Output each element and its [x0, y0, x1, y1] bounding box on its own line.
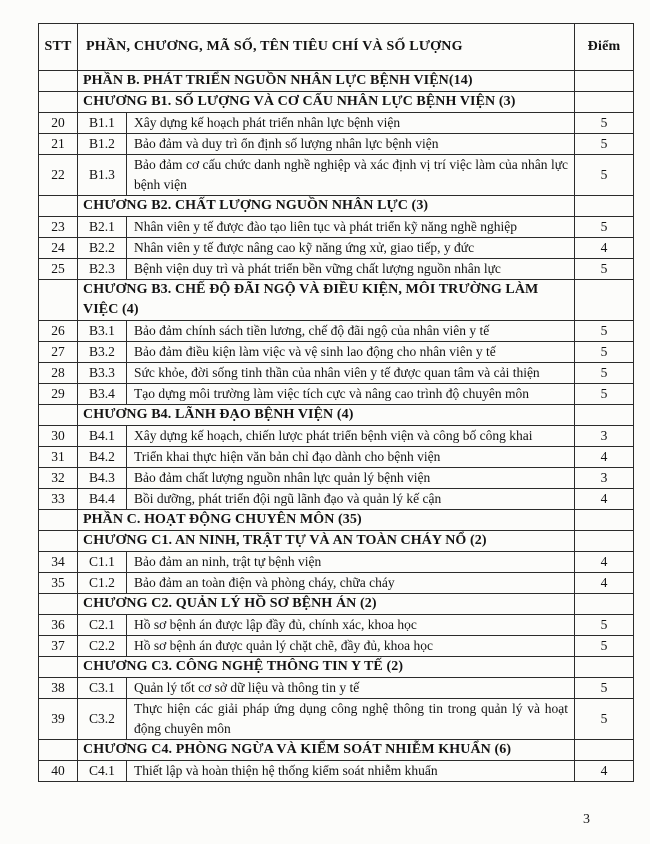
section-label-cell: PHẦN B. PHÁT TRIỂN NGUỒN NHÂN LỰC BỆNH VIỆN(14)	[78, 71, 575, 92]
section-row	[39, 92, 634, 113]
score-cell	[575, 740, 634, 761]
page-number: 3	[583, 812, 590, 827]
stt-cell: 31	[39, 447, 78, 468]
score-cell	[575, 92, 634, 113]
criteria-name-cell: Quản lý tốt cơ sở dữ liệu và thông tin y tế	[127, 678, 575, 699]
stt-cell	[39, 196, 78, 217]
section-row	[39, 71, 634, 92]
criteria-row	[39, 259, 634, 280]
criteria-row	[39, 447, 634, 468]
code-cell: B3.2	[78, 342, 127, 363]
score-cell: 5	[575, 363, 634, 384]
code-cell: B4.1	[78, 426, 127, 447]
stt-cell: 22	[39, 155, 78, 196]
stt-cell: 30	[39, 426, 78, 447]
stt-cell: 27	[39, 342, 78, 363]
stt-cell: 29	[39, 384, 78, 405]
score-cell: 4	[575, 447, 634, 468]
criteria-row	[39, 426, 634, 447]
score-cell: 4	[575, 573, 634, 594]
stt-cell	[39, 740, 78, 761]
criteria-table	[38, 23, 634, 782]
code-cell: B3.3	[78, 363, 127, 384]
code-cell: C4.1	[78, 761, 127, 782]
stt-cell: 23	[39, 217, 78, 238]
section-label-cell: CHƯƠNG C4. PHÒNG NGỪA VÀ KIỂM SOÁT NHIỄM KHUẨN (6)	[78, 740, 575, 761]
section-label-cell: CHƯƠNG B2. CHẤT LƯỢNG NGUỒN NHÂN LỰC (3)	[78, 196, 575, 217]
stt-cell: 28	[39, 363, 78, 384]
criteria-row	[39, 489, 634, 510]
stt-cell: 35	[39, 573, 78, 594]
criteria-row	[39, 217, 634, 238]
criteria-name-cell: Triển khai thực hiện văn bản chỉ đạo dành cho bệnh viện	[127, 447, 575, 468]
score-cell	[575, 280, 634, 321]
stt-cell	[39, 594, 78, 615]
criteria-row	[39, 238, 634, 259]
code-cell: B2.3	[78, 259, 127, 280]
code-cell: C2.2	[78, 636, 127, 657]
criteria-row	[39, 113, 634, 134]
code-cell: B3.4	[78, 384, 127, 405]
stt-cell: 25	[39, 259, 78, 280]
section-label-cell: CHƯƠNG C1. AN NINH, TRẬT TỰ VÀ AN TOÀN CHÁY NỔ (2)	[78, 531, 575, 552]
code-cell: B1.1	[78, 113, 127, 134]
section-row	[39, 510, 634, 531]
score-cell: 5	[575, 699, 634, 740]
section-row	[39, 594, 634, 615]
header-score: Điểm	[575, 24, 634, 71]
criteria-row	[39, 155, 634, 196]
criteria-name-cell: Xây dựng kế hoạch phát triển nhân lực bệnh viện	[127, 113, 575, 134]
score-cell: 4	[575, 552, 634, 573]
stt-cell	[39, 531, 78, 552]
section-row	[39, 405, 634, 426]
section-row	[39, 196, 634, 217]
criteria-name-cell: Bảo đảm an toàn điện và phòng cháy, chữa cháy	[127, 573, 575, 594]
stt-cell	[39, 280, 78, 321]
section-row	[39, 280, 634, 321]
criteria-row	[39, 761, 634, 782]
score-cell: 5	[575, 155, 634, 196]
criteria-name-cell: Sức khỏe, đời sống tinh thần của nhân viên y tế được quan tâm và cải thiện	[127, 363, 575, 384]
criteria-name-cell: Bồi dưỡng, phát triển đội ngũ lãnh đạo và quản lý kế cận	[127, 489, 575, 510]
criteria-row	[39, 699, 634, 740]
section-label-cell: CHƯƠNG C3. CÔNG NGHỆ THÔNG TIN Y TẾ (2)	[78, 657, 575, 678]
section-label-cell: CHƯƠNG B1. SỐ LƯỢNG VÀ CƠ CẤU NHÂN LỰC BỆNH VIỆN (3)	[78, 92, 575, 113]
stt-cell: 40	[39, 761, 78, 782]
score-cell: 4	[575, 489, 634, 510]
criteria-name-cell: Bảo đảm và duy trì ổn định số lượng nhân lực bệnh viện	[127, 134, 575, 155]
stt-cell	[39, 71, 78, 92]
stt-cell: 39	[39, 699, 78, 740]
code-cell: B1.3	[78, 155, 127, 196]
score-cell	[575, 405, 634, 426]
score-cell: 4	[575, 761, 634, 782]
header-stt: STT	[39, 24, 78, 71]
criteria-name-cell: Bảo đảm chính sách tiền lương, chế độ đãi ngộ của nhân viên y tế	[127, 321, 575, 342]
criteria-name-cell: Bảo đảm an ninh, trật tự bệnh viện	[127, 552, 575, 573]
code-cell: C2.1	[78, 615, 127, 636]
score-cell	[575, 510, 634, 531]
score-cell	[575, 531, 634, 552]
stt-cell: 32	[39, 468, 78, 489]
score-cell: 5	[575, 636, 634, 657]
code-cell: B1.2	[78, 134, 127, 155]
criteria-name-cell: Thực hiện các giải pháp ứng dụng công nghệ thông tin trong quản lý và hoạt động chuyên môn	[127, 699, 575, 740]
criteria-row	[39, 552, 634, 573]
stt-cell: 37	[39, 636, 78, 657]
section-label-cell: PHẦN C. HOẠT ĐỘNG CHUYÊN MÔN (35)	[78, 510, 575, 531]
criteria-name-cell: Hồ sơ bệnh án được lập đầy đủ, chính xác, khoa học	[127, 615, 575, 636]
score-cell: 5	[575, 678, 634, 699]
criteria-name-cell: Bảo đảm cơ cấu chức danh nghề nghiệp và xác định vị trí việc làm của nhân lực bệnh viện	[127, 155, 575, 196]
stt-cell: 26	[39, 321, 78, 342]
code-cell: C3.2	[78, 699, 127, 740]
stt-cell	[39, 92, 78, 113]
criteria-row	[39, 363, 634, 384]
score-cell: 3	[575, 468, 634, 489]
stt-cell: 24	[39, 238, 78, 259]
section-label-cell: CHƯƠNG B4. LÃNH ĐẠO BỆNH VIỆN (4)	[78, 405, 575, 426]
code-cell: C1.1	[78, 552, 127, 573]
criteria-row	[39, 678, 634, 699]
score-cell	[575, 196, 634, 217]
table-body	[39, 71, 634, 782]
code-cell: B2.1	[78, 217, 127, 238]
stt-cell	[39, 510, 78, 531]
section-row	[39, 657, 634, 678]
section-row	[39, 531, 634, 552]
stt-cell	[39, 657, 78, 678]
score-cell: 4	[575, 238, 634, 259]
stt-cell: 21	[39, 134, 78, 155]
stt-cell	[39, 405, 78, 426]
criteria-name-cell: Thiết lập và hoàn thiện hệ thống kiểm soát nhiễm khuẩn	[127, 761, 575, 782]
criteria-row	[39, 384, 634, 405]
section-label-cell: CHƯƠNG C2. QUẢN LÝ HỒ SƠ BỆNH ÁN (2)	[78, 594, 575, 615]
criteria-name-cell: Tạo dựng môi trường làm việc tích cực và nâng cao trình độ chuyên môn	[127, 384, 575, 405]
criteria-row	[39, 342, 634, 363]
criteria-name-cell: Hồ sơ bệnh án được quản lý chặt chẽ, đầy đủ, khoa học	[127, 636, 575, 657]
criteria-name-cell: Bảo đảm chất lượng nguồn nhân lực quản lý bệnh viện	[127, 468, 575, 489]
criteria-row	[39, 636, 634, 657]
code-cell: B2.2	[78, 238, 127, 259]
score-cell: 3	[575, 426, 634, 447]
score-cell	[575, 594, 634, 615]
criteria-row	[39, 321, 634, 342]
criteria-row	[39, 468, 634, 489]
score-cell: 5	[575, 384, 634, 405]
score-cell: 5	[575, 342, 634, 363]
criteria-name-cell: Bệnh viện duy trì và phát triển bền vững chất lượng nguồn nhân lực	[127, 259, 575, 280]
header-criteria: PHẦN, CHƯƠNG, MÃ SỐ, TÊN TIÊU CHÍ VÀ SỐ LƯỢNG	[78, 24, 575, 71]
score-cell	[575, 657, 634, 678]
score-cell: 5	[575, 217, 634, 238]
code-cell: C3.1	[78, 678, 127, 699]
score-cell	[575, 71, 634, 92]
section-row	[39, 740, 634, 761]
criteria-name-cell: Nhân viên y tế được nâng cao kỹ năng ứng xử, giao tiếp, y đức	[127, 238, 575, 259]
score-cell: 5	[575, 259, 634, 280]
code-cell: B4.2	[78, 447, 127, 468]
criteria-row	[39, 134, 634, 155]
criteria-name-cell: Xây dựng kế hoạch, chiến lược phát triển bệnh viện và công bố công khai	[127, 426, 575, 447]
score-cell: 5	[575, 321, 634, 342]
stt-cell: 34	[39, 552, 78, 573]
score-cell: 5	[575, 134, 634, 155]
stt-cell: 36	[39, 615, 78, 636]
section-label-cell: CHƯƠNG B3. CHẾ ĐỘ ĐÃI NGỘ VÀ ĐIỀU KIỆN, MÔI TRƯỜNG LÀM VIỆC (4)	[78, 280, 575, 321]
criteria-name-cell: Bảo đảm điều kiện làm việc và vệ sinh lao động cho nhân viên y tế	[127, 342, 575, 363]
criteria-row	[39, 615, 634, 636]
score-cell: 5	[575, 615, 634, 636]
code-cell: C1.2	[78, 573, 127, 594]
score-cell: 5	[575, 113, 634, 134]
code-cell: B3.1	[78, 321, 127, 342]
stt-cell: 33	[39, 489, 78, 510]
code-cell: B4.4	[78, 489, 127, 510]
code-cell: B4.3	[78, 468, 127, 489]
stt-cell: 20	[39, 113, 78, 134]
criteria-row	[39, 573, 634, 594]
stt-cell: 38	[39, 678, 78, 699]
table-header-row	[39, 24, 634, 71]
criteria-name-cell: Nhân viên y tế được đào tạo liên tục và phát triển kỹ năng nghề nghiệp	[127, 217, 575, 238]
